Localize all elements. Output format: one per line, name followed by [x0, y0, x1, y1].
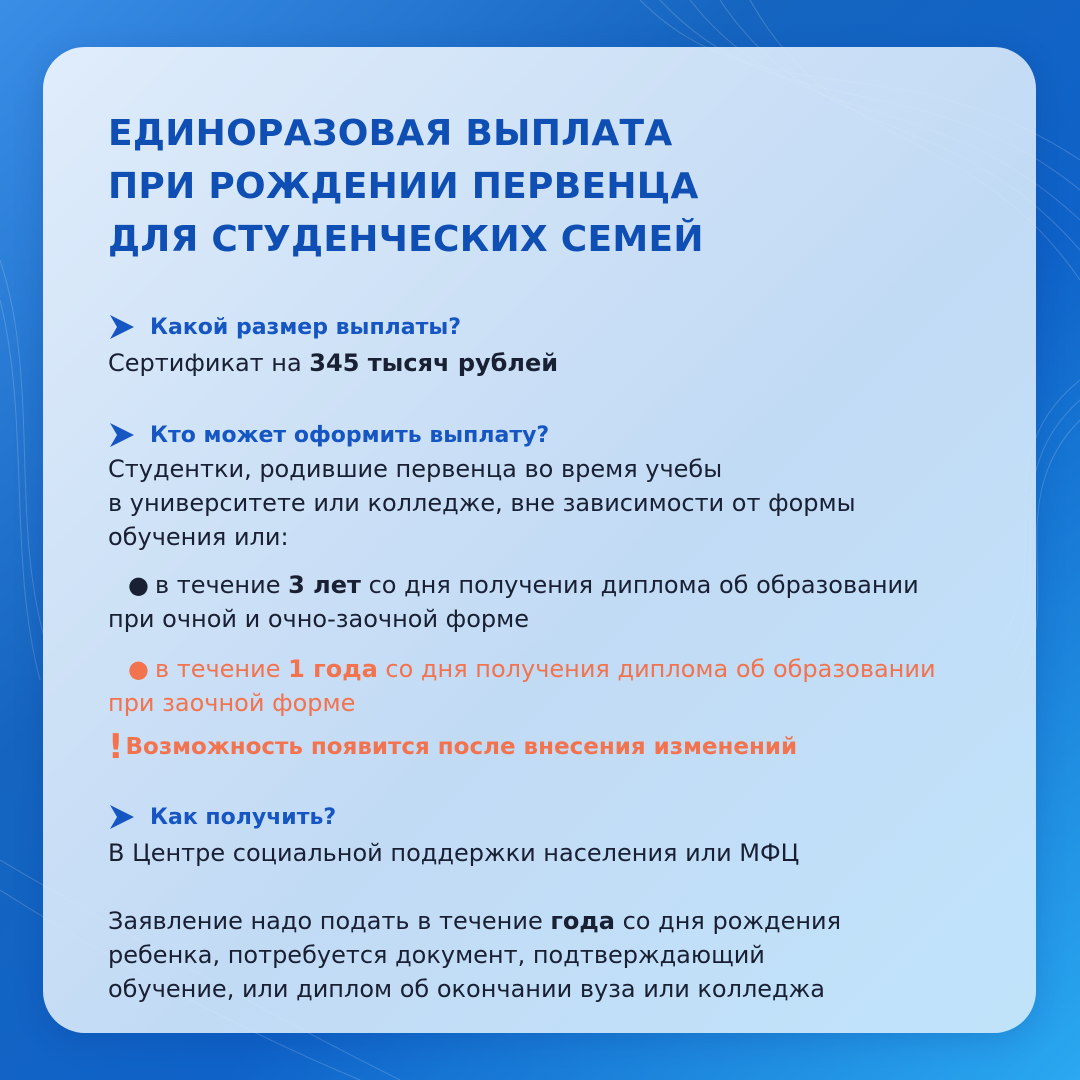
- question-who-can-apply: [108, 420, 996, 450]
- answer-how-to-get: В Центре социальной поддержки населения или МФЦ: [108, 839, 800, 867]
- question-how-to-get: [108, 802, 996, 832]
- page-title: [108, 107, 996, 266]
- note-prefix: Заявление надо подать в течение: [108, 907, 551, 935]
- bullet-bold: 3 лет: [288, 571, 361, 599]
- bullet-prefix: в течение: [154, 571, 289, 599]
- title-line-1: ЕДИНОРАЗОВАЯ ВЫПЛАТА: [108, 113, 673, 154]
- bullet-dot-icon: ●: [128, 655, 149, 683]
- warning-text: Возможность появится после внесения изменений: [125, 734, 798, 760]
- exclamation-icon: !: [108, 727, 124, 767]
- bullet-correspondence: [108, 652, 996, 720]
- bullet-prefix: в течение: [154, 655, 289, 683]
- bullet-line-2: при заочной форме: [108, 689, 356, 717]
- chevron-right-icon: [108, 313, 136, 341]
- bullet-suffix: со дня получения диплома об образовании: [360, 571, 919, 599]
- bullet-suffix: со дня получения диплома об образовании: [377, 655, 936, 683]
- note-bold: года: [550, 907, 615, 935]
- bullet-bold: 1 года: [288, 655, 378, 683]
- note-line-2: ребенка, потребуется документ, подтверждающий: [108, 941, 765, 969]
- note-line-3: обучение, или диплом об окончании вуза или колледжа: [108, 975, 825, 1003]
- note-suffix: со дня рождения: [614, 907, 842, 935]
- answer-payment-size: [108, 346, 996, 380]
- application-note: [108, 904, 996, 1006]
- bullet-line-2: при очной и очно-заочной форме: [108, 605, 529, 633]
- warning-note: [108, 727, 996, 767]
- eligibility-line-3: обучения или:: [108, 523, 289, 551]
- eligibility-line-2: в университете или колледже, вне зависимости от формы: [108, 489, 856, 517]
- eligibility-line-1: Студентки, родившие первенца во время учебы: [108, 455, 723, 483]
- question-label: Кто может оформить выплату?: [150, 422, 550, 448]
- question-label: Какой размер выплаты?: [150, 314, 462, 340]
- title-line-3: ДЛЯ СТУДЕНЧЕСКИХ СЕМЕЙ: [108, 219, 704, 260]
- eligibility-text: [108, 452, 996, 554]
- bullet-dot-icon: ●: [128, 571, 149, 599]
- bullet-full-time: [108, 568, 996, 636]
- info-card: [43, 47, 1036, 1033]
- chevron-right-icon: [108, 803, 136, 831]
- answer-prefix: Сертификат на: [108, 349, 310, 377]
- question-payment-size: [108, 312, 996, 342]
- chevron-right-icon: [108, 421, 136, 449]
- answer-amount: 345 тысяч рублей: [309, 349, 559, 377]
- title-line-2: ПРИ РОЖДЕНИИ ПЕРВЕНЦА: [108, 166, 699, 207]
- question-label: Как получить?: [150, 804, 337, 830]
